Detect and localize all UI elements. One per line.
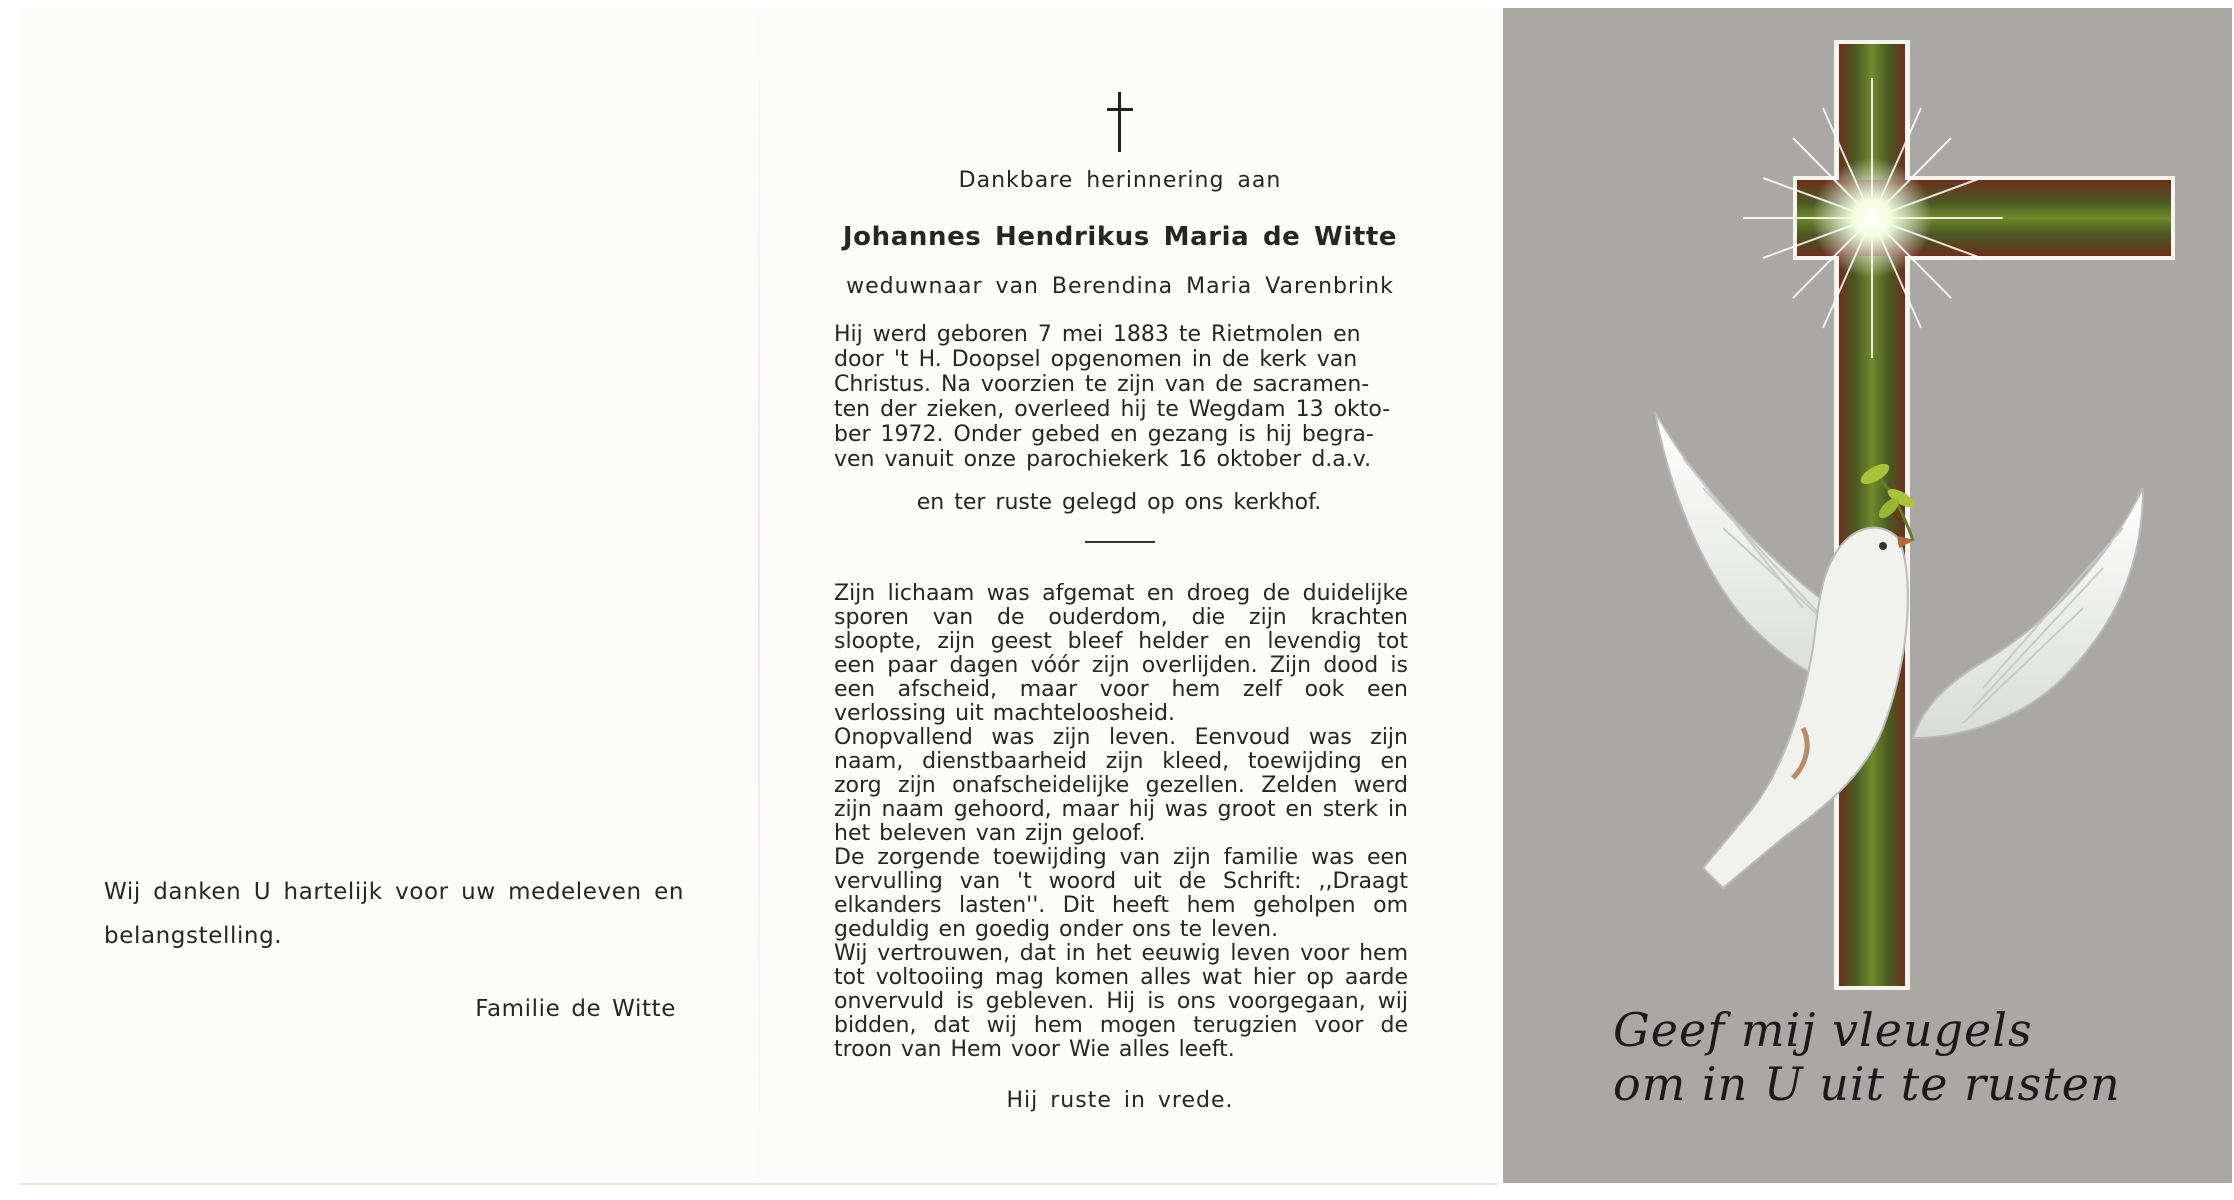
bio-line: ber 1972. Onder gebed en gezang is hij begra- xyxy=(834,422,1374,447)
devotional-picture xyxy=(1503,8,2232,1183)
reflection-paragraph: Zijn lichaam was afgemat en droeg de duidelijke sporen van de ouderdom, die zijn krachten sloopte, zijn geest bleef helder en levendig tot een paar dagen vóór zijn overlijden. Zijn dood is een afscheid, maar voor hem zelf ook een verlossing uit machteloosheid. xyxy=(834,581,1408,726)
section-divider xyxy=(1085,541,1155,543)
reflection-paragraph: Wij vertrouwen, dat in het eeuwig leven voor hem tot voltooiing mag komen alles wat hier op aarde onvervuld is gebleven. Hij is ons voorgegaan, wij bidden, dat wij hem mogen terugzien voor de troon van Hem voor Wie alles leeft. xyxy=(834,941,1408,1062)
bio-line: Christus. Na voorzien te zijn van de sacramen- xyxy=(834,372,1370,397)
bio-line: door 't H. Doopsel opgenomen in de kerk van xyxy=(834,347,1358,372)
motto-line: Geef mij vleugels xyxy=(1613,1003,2033,1057)
remembrance-heading: Dankbare herinnering aan xyxy=(958,168,1282,193)
widower-line: weduwnaar van Berendina Maria Varenbrink xyxy=(846,274,1394,299)
bio-line: ven vanuit onze parochiekerk 16 oktober d.a.v. xyxy=(834,447,1372,472)
family-signature: Familie de Witte xyxy=(475,996,676,1022)
motto-text xyxy=(1613,1003,2213,1111)
thanks-message: Wij danken U hartelijk voor uw medeleven en belangstelling. xyxy=(104,879,684,949)
bio-line: Hij werd geboren 7 mei 1883 te Rietmolen en xyxy=(834,322,1361,347)
biography xyxy=(834,322,1404,472)
reflection-paragraph: De zorgende toewijding van zijn familie was een vervulling van 't woord uit de Schrift: ,,Draagt elkanders lasten''. Dit heeft hem geholpen om geduldig en goedig onder ons te leven. xyxy=(834,845,1408,942)
reflection-paragraph: Onopvallend was zijn leven. Eenvoud was zijn naam, dienstbaarheid zijn kleed, toewijding en zorg zijn onafscheidelijke gezellen. Zelden werd zijn naam gehoord, maar hij was groot en sterk in het beleven van zijn geloof. xyxy=(834,725,1408,846)
bio-last-line: en ter ruste gelegd op ons kerkhof. xyxy=(916,490,1322,515)
deceased-name: Johannes Hendrikus Maria de Witte xyxy=(842,222,1398,252)
reflection-text xyxy=(834,582,1408,1062)
dove-right-wing xyxy=(1913,488,2143,738)
cross-icon xyxy=(1102,92,1138,152)
bio-line: ten der zieken, overleed hij te Wegdam 13 okto- xyxy=(834,397,1391,422)
motto-line: om in U uit te rusten xyxy=(1613,1057,2121,1111)
closing-prayer: Hij ruste in vrede. xyxy=(1006,1088,1234,1113)
card-fold-line xyxy=(758,8,760,1183)
radiant-light xyxy=(1812,158,1932,278)
